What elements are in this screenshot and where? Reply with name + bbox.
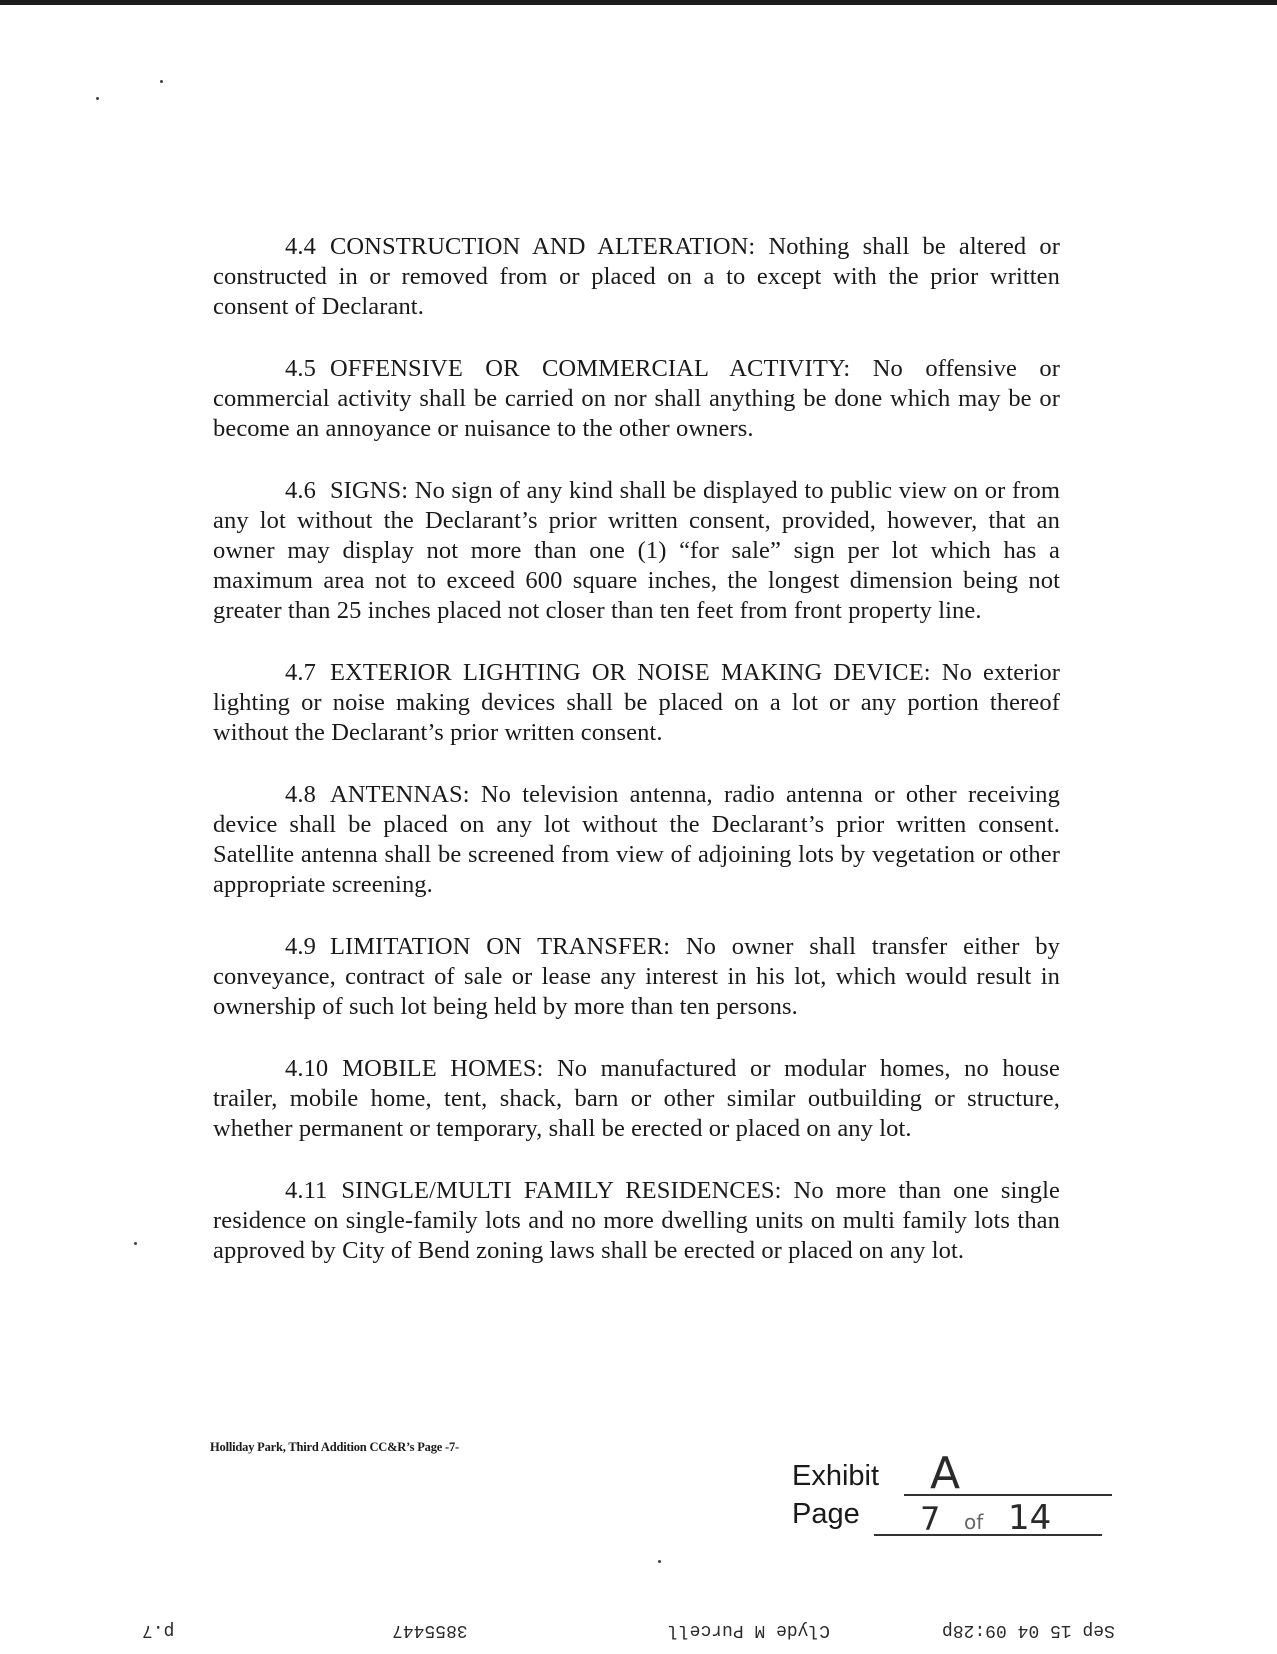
section-4-10: [213, 1054, 1060, 1144]
page-handwritten-total: 14: [1008, 1498, 1052, 1538]
exhibit-handwritten-value: A: [930, 1448, 961, 1499]
section-number: 4.7: [285, 659, 316, 686]
exhibit-label: Exhibit: [792, 1460, 880, 1492]
section-number: 4.11: [285, 1177, 328, 1204]
section-text: SINGLE/MULTI FAMILY RESIDENCES: No more than one single residence on single-family lots and no more dwelling units on multi family lots than approved by City of Bend zoning laws shall be erected or placed on any lot.: [213, 1177, 1060, 1264]
scan-speck: [134, 1242, 137, 1245]
scan-speck: [96, 97, 99, 100]
fax-sender: Clyde M Purcell: [668, 1620, 831, 1640]
page-handwritten-number: 7: [920, 1500, 941, 1538]
section-4-6: [213, 476, 1060, 626]
section-number: 4.5: [285, 355, 316, 382]
section-text: SIGNS: No sign of any kind shall be displayed to public view on or from any lot without the Declarant’s prior written consent, provided, however, that an owner may display not more than one (1) “for sale” sign per lot which has a maximum area not to exceed 600 square inches, the longest dimension being not greater than 25 inches placed not closer than ten feet from front property line.: [213, 477, 1060, 624]
exhibit-stamp: [792, 1430, 1112, 1550]
section-number: 4.9: [285, 933, 316, 960]
section-text: OFFENSIVE OR COMMERCIAL ACTIVITY: No offensive or commercial activity shall be carried on nor shall anything be done which may be or become an annoyance or nuisance to the other owners.: [213, 355, 1060, 442]
section-4-5: [213, 354, 1060, 444]
fax-number: 3855447: [392, 1620, 468, 1640]
page-label: Page: [792, 1498, 860, 1530]
section-text: EXTERIOR LIGHTING OR NOISE MAKING DEVICE: No exterior lighting or noise making devices shall be placed on a lot or any portion thereof without the Declarant’s prior written consent.: [213, 659, 1060, 746]
section-number: 4.8: [285, 781, 316, 808]
section-text: CONSTRUCTION AND ALTERATION: Nothing shall be altered or constructed in or removed from or placed on a to except with the prior written consent of Declarant.: [213, 233, 1060, 320]
scan-speck: [658, 1560, 661, 1563]
scan-speck: [160, 80, 163, 83]
scan-top-border: [0, 0, 1277, 5]
page-underline: [874, 1534, 1102, 1536]
section-4-7: [213, 658, 1060, 748]
section-text: ANTENNAS: No television antenna, radio antenna or other receiving device shall be placed on any lot without the Declarant’s prior written consent. Satellite antenna shall be screened from view of adjoining lots by vegetation or other appropriate screening.: [213, 781, 1060, 898]
page-handwritten-of: of: [964, 1510, 984, 1534]
section-4-8: [213, 780, 1060, 900]
document-footer-reference: Holliday Park, Third Addition CC&R’s Page -7-: [210, 1440, 460, 1454]
fax-page-mark: p.7: [142, 1620, 175, 1640]
section-4-9: [213, 932, 1060, 1022]
section-4-4: [213, 232, 1060, 322]
section-text: MOBILE HOMES: No manufactured or modular homes, no house trailer, mobile home, tent, shack, barn or other similar outbuilding or structure, whether permanent or temporary, shall be erected or placed on any lot.: [213, 1055, 1060, 1142]
document-body: [213, 232, 1060, 1298]
section-number: 4.10: [285, 1055, 329, 1082]
section-number: 4.6: [285, 477, 316, 504]
section-4-11: [213, 1176, 1060, 1266]
section-number: 4.4: [285, 233, 316, 260]
fax-datetime: Sep 15 04 09:28p: [942, 1620, 1115, 1640]
section-text: LIMITATION ON TRANSFER: No owner shall transfer either by conveyance, contract of sale or lease any interest in his lot, which would result in ownership of such lot being held by more than ten persons.: [213, 933, 1060, 1020]
